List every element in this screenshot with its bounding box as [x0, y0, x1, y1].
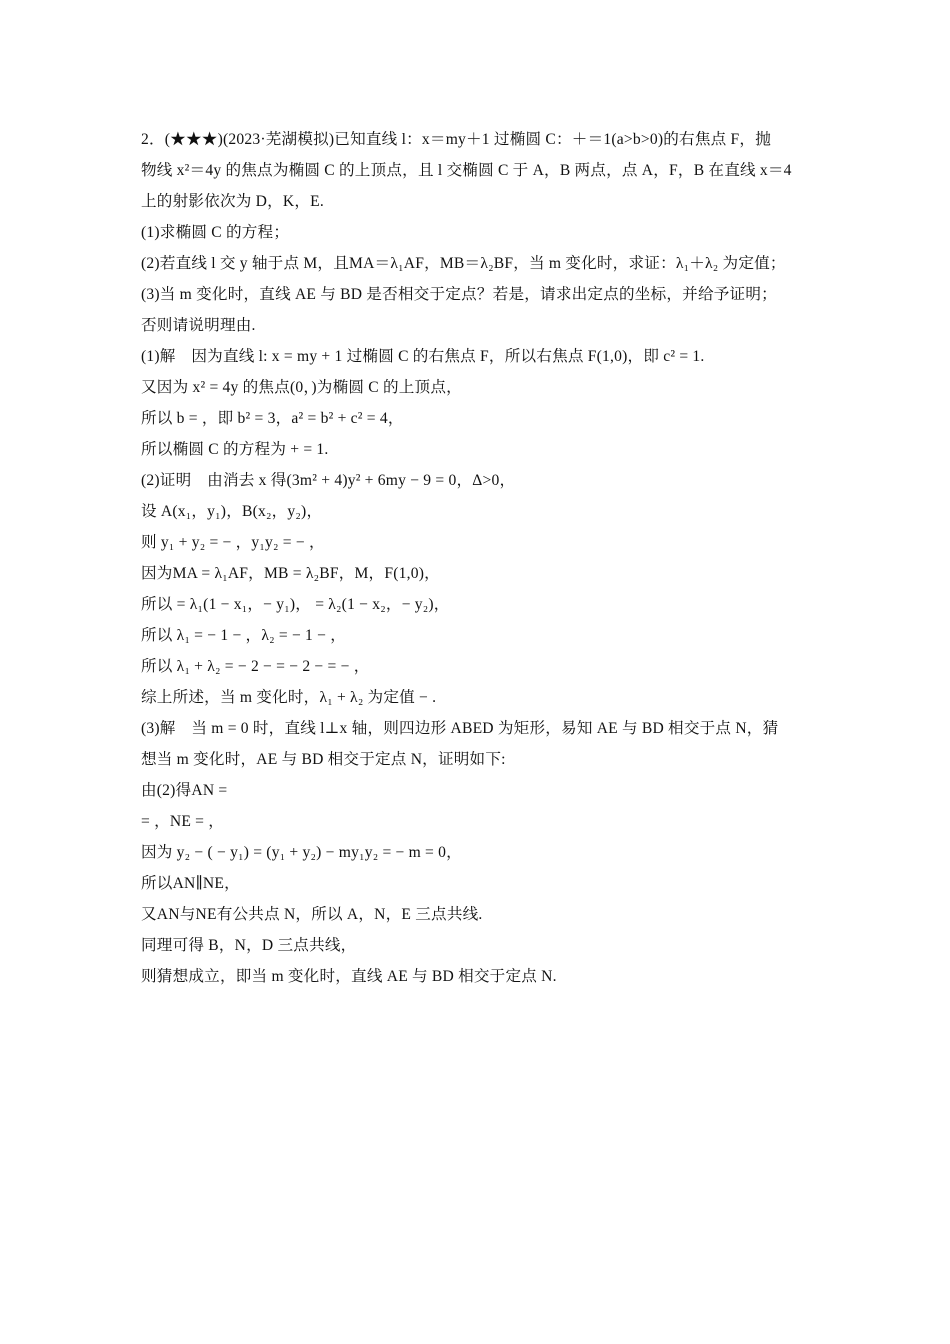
- solution-3-conclusion: 则猜想成立，即当 m 变化时，直线 AE 与 BD 相交于定点 N.: [141, 968, 557, 985]
- question-part-2: (2)若直线 l 交 y 轴于点 M，且MA＝λ₁AF，MB＝λ₂BF，当 m 变化时，求证：λ₁＋λ₂ 为定值；: [141, 255, 786, 272]
- solution-3-line-2: 想当 m 变化时，AE 与 BD 相交于定点 N，证明如下:: [141, 751, 506, 768]
- proof-2-line-6: 所以 λ₁ = − 1 − ，λ₂ = − 1 − ，: [141, 627, 347, 644]
- solution-1-line-3: 所以 b = ，即 b² = 3，a² = b² + c² = 4，: [141, 410, 404, 427]
- proof-2-conclusion: 综上所述，当 m 变化时，λ₁ + λ₂ 为定值 − .: [141, 689, 437, 706]
- solution-3-line-7: 又AN与NE有公共点 N，所以 A，N，E 三点共线.: [141, 906, 483, 923]
- solution-1-line-2: 又因为 x² = 4y 的焦点(0，)为椭圆 C 的上顶点，: [141, 379, 462, 396]
- solution-3-line-1: (3)解 当 m = 0 时，直线 l⊥x 轴，则四边形 ABED 为矩形，易知 AE 与 BD 相交于点 N，猜: [141, 720, 779, 737]
- solution-3-line-3: 由(2)得AN =: [141, 782, 228, 799]
- solution-3-line-8: 同理可得 B，N，D 三点共线，: [141, 937, 357, 954]
- proof-2-line-5: 所以 = λ₁(1 − x₁，− y₁)， = λ₂(1 − x₂，− y₂)，: [141, 596, 450, 613]
- proof-2-line-4: 因为MA = λ₁AF，MB = λ₂BF，M，F(1,0)，: [141, 565, 440, 582]
- solution-3-line-4: = ，NE = ，: [141, 813, 225, 830]
- problem-statement-line-1: 2．(★★★)(2023·芜湖模拟)已知直线 l：x＝my＋1 过椭圆 C：＋＝1(a>b>0)的右焦点 F，抛: [141, 131, 771, 148]
- proof-2-line-7: 所以 λ₁ + λ₂ = − 2 − = − 2 − = − ，: [141, 658, 370, 675]
- solution-3-line-6: 所以AN∥NE，: [141, 875, 240, 892]
- problem-statement-line-2: 物线 x²＝4y 的焦点为椭圆 C 的上顶点，且 l 交椭圆 C 于 A，B 两点，点 A，F，B 在直线 x＝4: [141, 162, 792, 179]
- proof-2-line-2: 设 A(x₁，y₁)，B(x₂，y₂)，: [141, 503, 323, 520]
- problem-content: [141, 124, 813, 992]
- solution-1-line-1: (1)解 因为直线 l: x = my + 1 过椭圆 C 的右焦点 F，所以右焦点 F(1,0)，即 c² = 1.: [141, 348, 705, 365]
- problem-statement-line-3: 上的射影依次为 D，K，E.: [141, 193, 324, 210]
- solution-1-line-4: 所以椭圆 C 的方程为 + = 1.: [141, 441, 329, 458]
- proof-2-line-1: (2)证明 由消去 x 得(3m² + 4)y² + 6my − 9 = 0，Δ>0，: [141, 472, 516, 489]
- question-part-3-continued: 否则请说明理由.: [141, 317, 256, 334]
- question-part-3: (3)当 m 变化时，直线 AE 与 BD 是否相交于定点？若是，请求出定点的坐标，并给予证明；: [141, 286, 777, 303]
- question-part-1: (1)求椭圆 C 的方程；: [141, 224, 290, 241]
- solution-3-line-5: 因为 y₂ − ( − y₁) = (y₁ + y₂) − my₁y₂ = − m = 0，: [141, 844, 462, 861]
- proof-2-line-3: 则 y₁ + y₂ = − ，y₁y₂ = − ，: [141, 534, 325, 551]
